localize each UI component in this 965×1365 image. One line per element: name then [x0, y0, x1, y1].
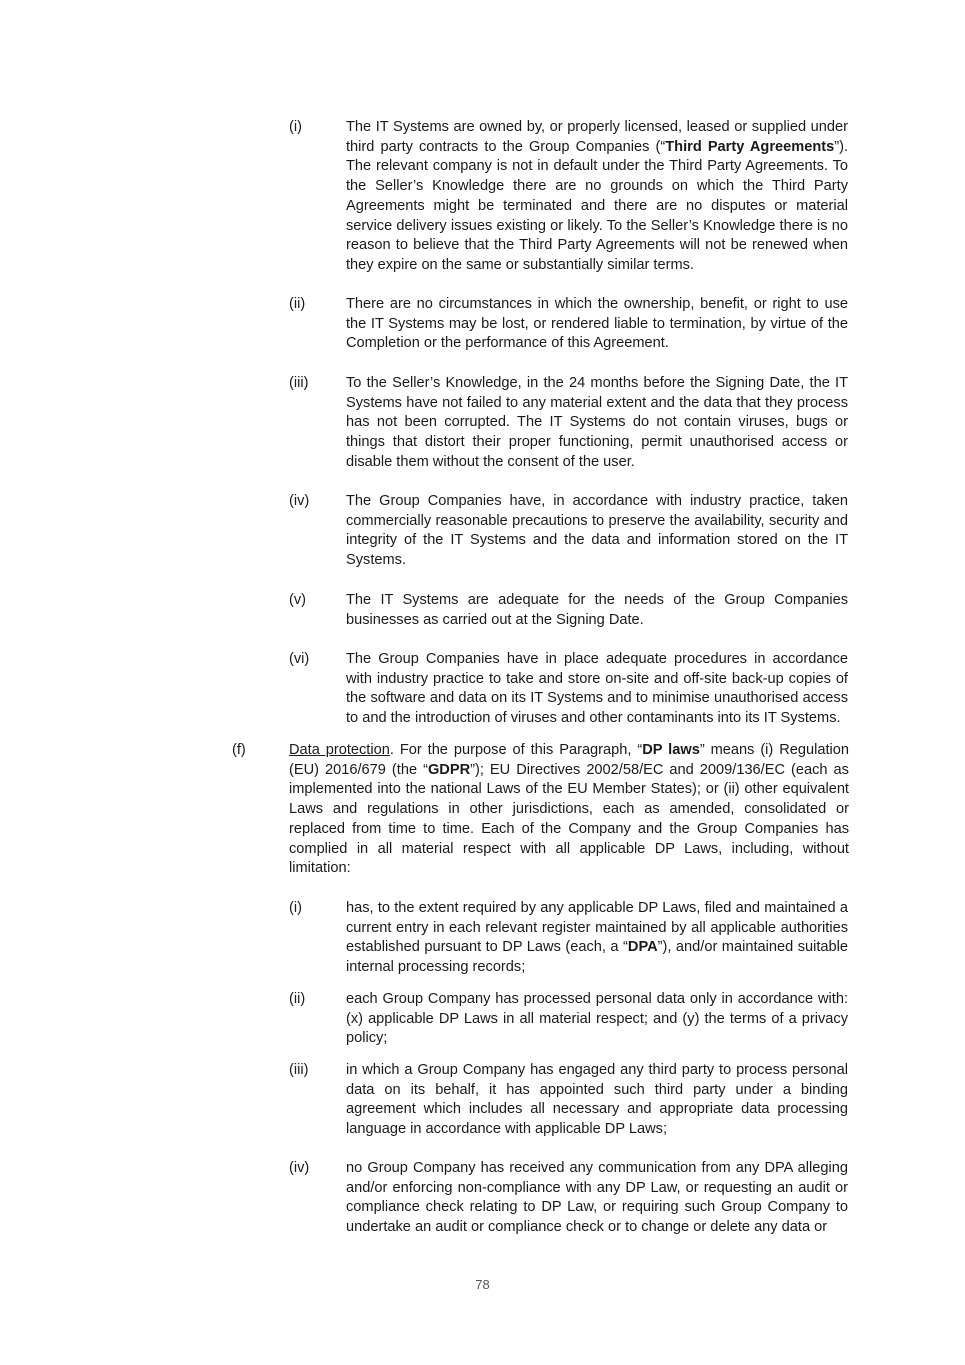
clause-number: (iii): [289, 375, 309, 391]
clause-number: (iv): [289, 493, 310, 509]
clause-text: To the Seller’s Knowledge, in the 24 months before the Signing Date, the IT Systems have not failed to any material extent and the data that they process has not been corrupted. The IT Systems do not contain viruses, bugs or things that distort their proper functioning, permit unauthorised access or disable them without the consent of the user.: [346, 375, 848, 470]
clause-text: has, to the extent required by any applicable DP Laws, filed and maintained a current entry in each relevant register maintained by all applicable authorities established pursuant to DP Laws (each, a “DPA”), and/or maintained suitable internal processing records;: [346, 900, 849, 976]
clause-f-ii: [289, 990, 849, 1049]
clause-e-i: [289, 118, 849, 276]
clause-number: (f): [232, 742, 246, 758]
clause-f-i: [289, 899, 849, 978]
section-heading: Data protection: [289, 742, 390, 758]
clause-e-ii: [289, 295, 849, 354]
defined-term: DPA: [627, 939, 658, 956]
clause-e-v: [289, 591, 849, 630]
clause-text: Data protection. For the purpose of this Paragraph, “DP laws” means (i) Regulation (EU) 2016/679 (the “GDPR”); EU Directives 2002/58/EC and 2009/136/EC (each as implemented into the national Laws of the EU Member States); or (ii) other equivalent Laws and regulations in other jurisdictions, each as amended, consolidated or replaced from time to time. Each of the Company and the Group Companies has complied in all material respect with all applicable DP Laws, including, without limitation:: [289, 742, 849, 877]
clause-f-iv: [289, 1159, 849, 1238]
clause-text: The Group Companies have in place adequate procedures in accordance with industry practice to take and store on-site and off-site back-up copies of the software and data on its IT Systems and to minimise unauthorised access to and the introduction of viruses and other contaminants into its IT Systems.: [346, 651, 848, 727]
clause-number: (i): [289, 900, 302, 916]
clause-e-iii: [289, 374, 849, 473]
clause-e-iv: [289, 492, 849, 571]
clause-text: The Group Companies have, in accordance with industry practice, taken commercially reasonable precautions to preserve the availability, security and integrity of the IT Systems and the data and information stored on the IT Systems.: [346, 493, 848, 569]
clause-e-vi: [289, 650, 849, 729]
defined-term: GDPR: [427, 761, 471, 778]
clause-text: each Group Company has processed personal data only in accordance with: (x) applicable DP Laws in all material respect; and (y) the terms of a privacy policy;: [346, 991, 848, 1047]
clause-text: in which a Group Company has engaged any third party to process personal data on its behalf, it has appointed such third party under a binding agreement which includes all necessary and appropriate data processing language in accordance with applicable DP Laws;: [346, 1062, 848, 1138]
clause-f-iii: [289, 1061, 849, 1140]
clause-number: (ii): [289, 991, 306, 1007]
clause-text: The IT Systems are adequate for the needs of the Group Companies businesses as carried out at the Signing Date.: [346, 592, 848, 628]
page-number: 78: [475, 1277, 490, 1292]
clause-number: (v): [289, 592, 307, 608]
clause-number: (vi): [289, 651, 310, 667]
clause-text: There are no circumstances in which the ownership, benefit, or right to use the IT Systems may be lost, or rendered liable to termination, by virtue of the Completion or the performance of this Agreement.: [346, 296, 848, 352]
clause-number: (iii): [289, 1062, 309, 1078]
defined-term: DP laws: [642, 742, 700, 758]
defined-term: Third Party Agreements: [665, 138, 835, 155]
clause-number: (i): [289, 119, 302, 135]
clause-number: (iv): [289, 1160, 310, 1176]
clause-text: no Group Company has received any communication from any DPA alleging and/or enforcing non-compliance with any DP Law, or requesting an audit or compliance check relating to DP Law, or requiring such Group Company to undertake an audit or compliance check or to change or delete any data or: [346, 1160, 848, 1236]
clause-text: The IT Systems are owned by, or properly licensed, leased or supplied under third party contracts to the Group Companies (“Third Party Agreements”). The relevant company is not in default under the Third Party Agreements. To the Seller’s Knowledge there are no grounds on which the Third Party Agreements might be terminated and there are no disputes or material service delivery issues existing or likely. To the Seller’s Knowledge there is no reason to believe that the Third Party Agreements will not be renewed when they expire on the same or substantially similar terms.: [346, 119, 849, 273]
clause-number: (ii): [289, 296, 306, 312]
clause-f: [232, 741, 849, 879]
